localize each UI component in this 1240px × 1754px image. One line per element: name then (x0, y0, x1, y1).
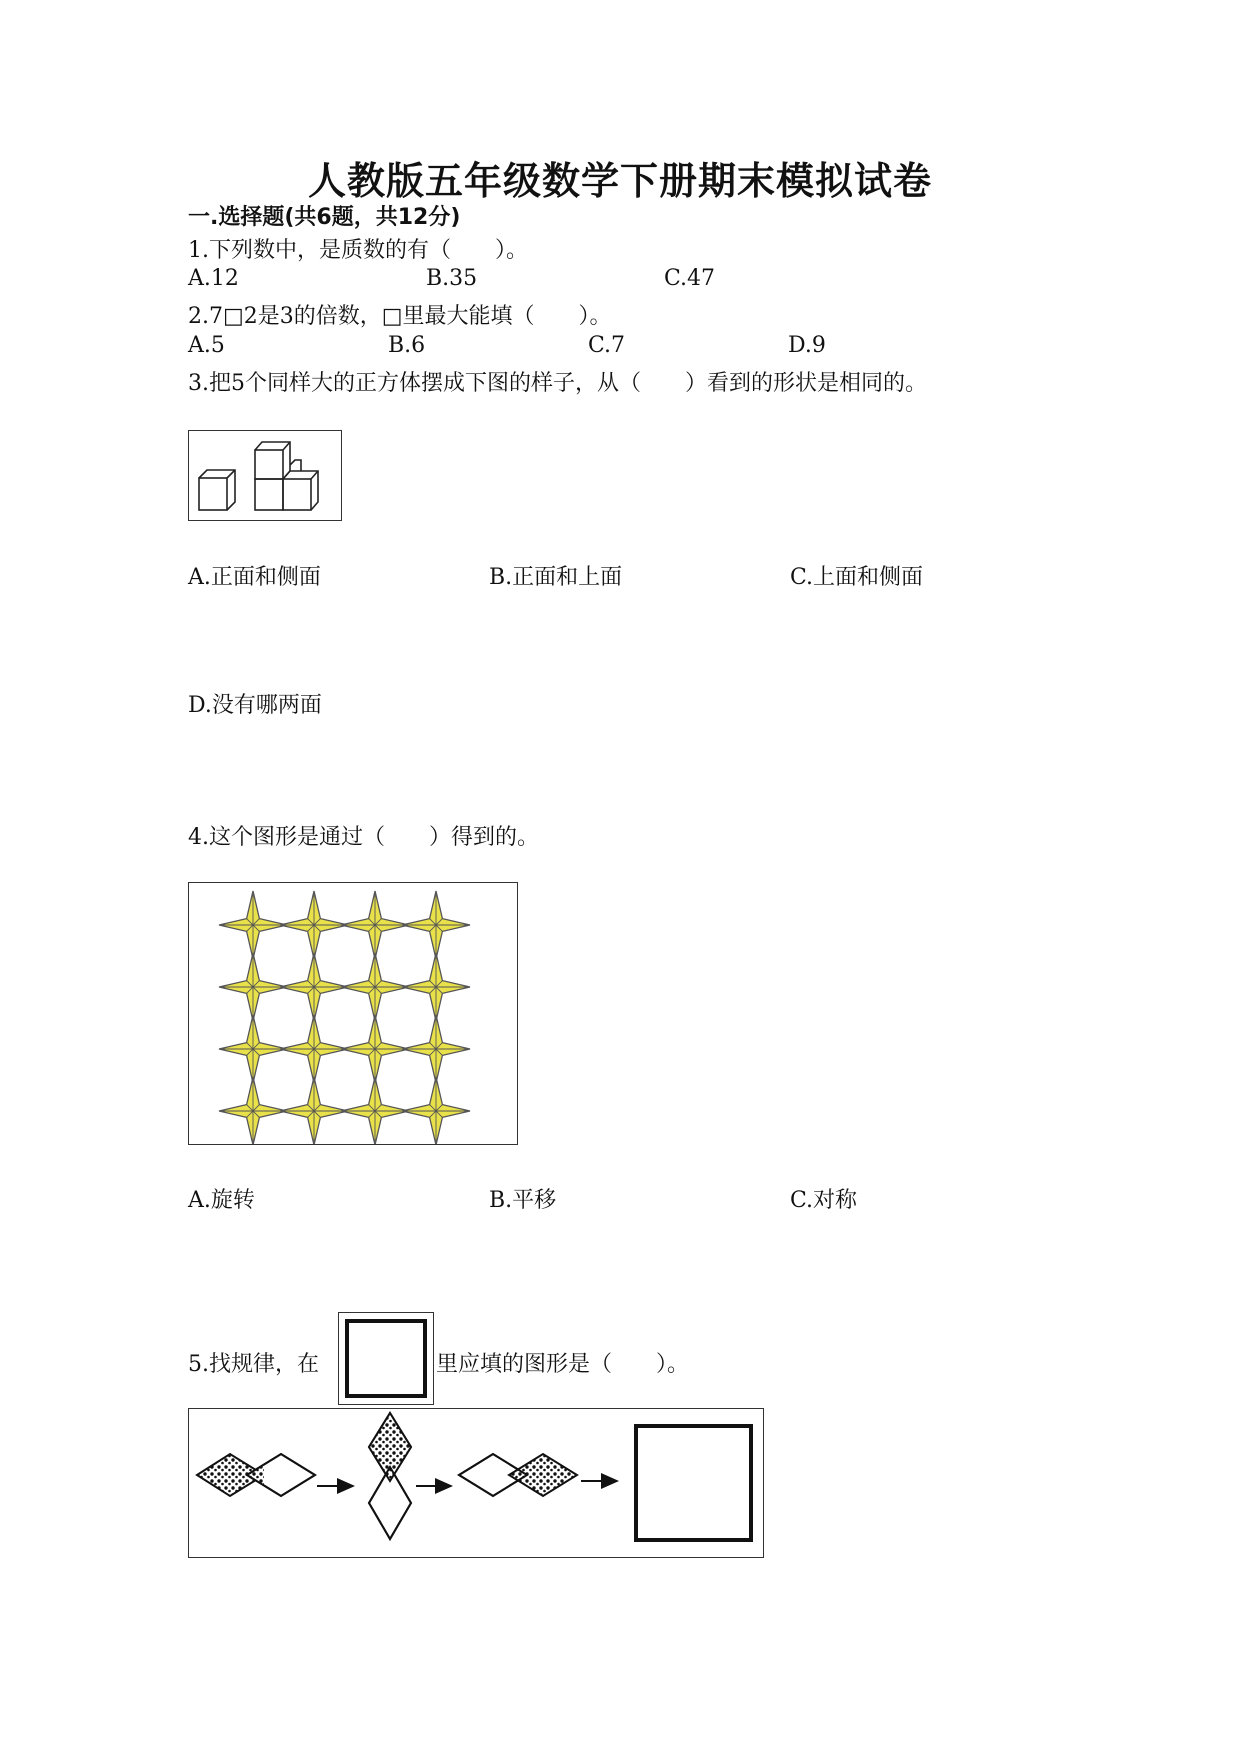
question-5-stem-start: 5.找规律，在 (188, 1352, 319, 1377)
section-heading: 一.选择题(共6题，共12分) (188, 205, 461, 230)
star-tile (280, 1077, 348, 1144)
q3-option-a: A.正面和侧面 (188, 565, 321, 590)
star-tile (219, 1015, 287, 1083)
star-tile (219, 953, 287, 1021)
star-pattern-figure (188, 882, 518, 1145)
q2-option-b: B.6 (388, 333, 426, 358)
star-tile (219, 1077, 287, 1144)
star-tile (402, 953, 470, 1021)
star-tile (402, 891, 470, 959)
star-tile (280, 891, 348, 959)
q4-option-b: B.平移 (489, 1188, 557, 1213)
star-tile (280, 1015, 348, 1083)
star-tile (341, 953, 409, 1021)
star-tile (341, 1077, 409, 1144)
star-pattern (189, 883, 517, 1144)
q2-option-d: D.9 (788, 333, 826, 358)
star-tile (280, 953, 348, 1021)
q1-option-b: B.35 (426, 266, 478, 291)
question-3-stem: 3.把5个同样大的正方体摆成下图的样子，从（ ）看到的形状是相同的。 (188, 371, 927, 396)
rhombus-sequence-figure (188, 1408, 764, 1558)
cubes-figure (188, 430, 342, 521)
q4-option-c: C.对称 (790, 1188, 858, 1213)
star-tile (341, 891, 409, 959)
question-5-stem-end: 里应填的图形是（ ）。 (436, 1352, 690, 1377)
q3-option-c: C.上面和侧面 (790, 565, 924, 590)
blank-square-icon (338, 1312, 434, 1405)
star-tile (219, 891, 287, 959)
star-tile (402, 1015, 470, 1083)
q1-option-c: C.47 (664, 266, 716, 291)
question-2-stem: 2.7□2是3的倍数，□里最大能填（ ）。 (188, 304, 612, 329)
q3-option-b: B.正面和上面 (489, 565, 623, 590)
q2-option-c: C.7 (588, 333, 626, 358)
page-title: 人教版五年级数学下册期末模拟试卷 (307, 159, 932, 203)
star-tile (402, 1077, 470, 1144)
star-tile (341, 1015, 409, 1083)
q3-option-d: D.没有哪两面 (188, 693, 322, 718)
question-4-stem: 4.这个图形是通过（ ）得到的。 (188, 825, 539, 850)
question-1-stem: 1.下列数中，是质数的有（ ）。 (188, 238, 528, 263)
q2-option-a: A.5 (188, 333, 225, 358)
q4-option-a: A.旋转 (188, 1188, 255, 1213)
q1-option-a: A.12 (188, 266, 239, 291)
